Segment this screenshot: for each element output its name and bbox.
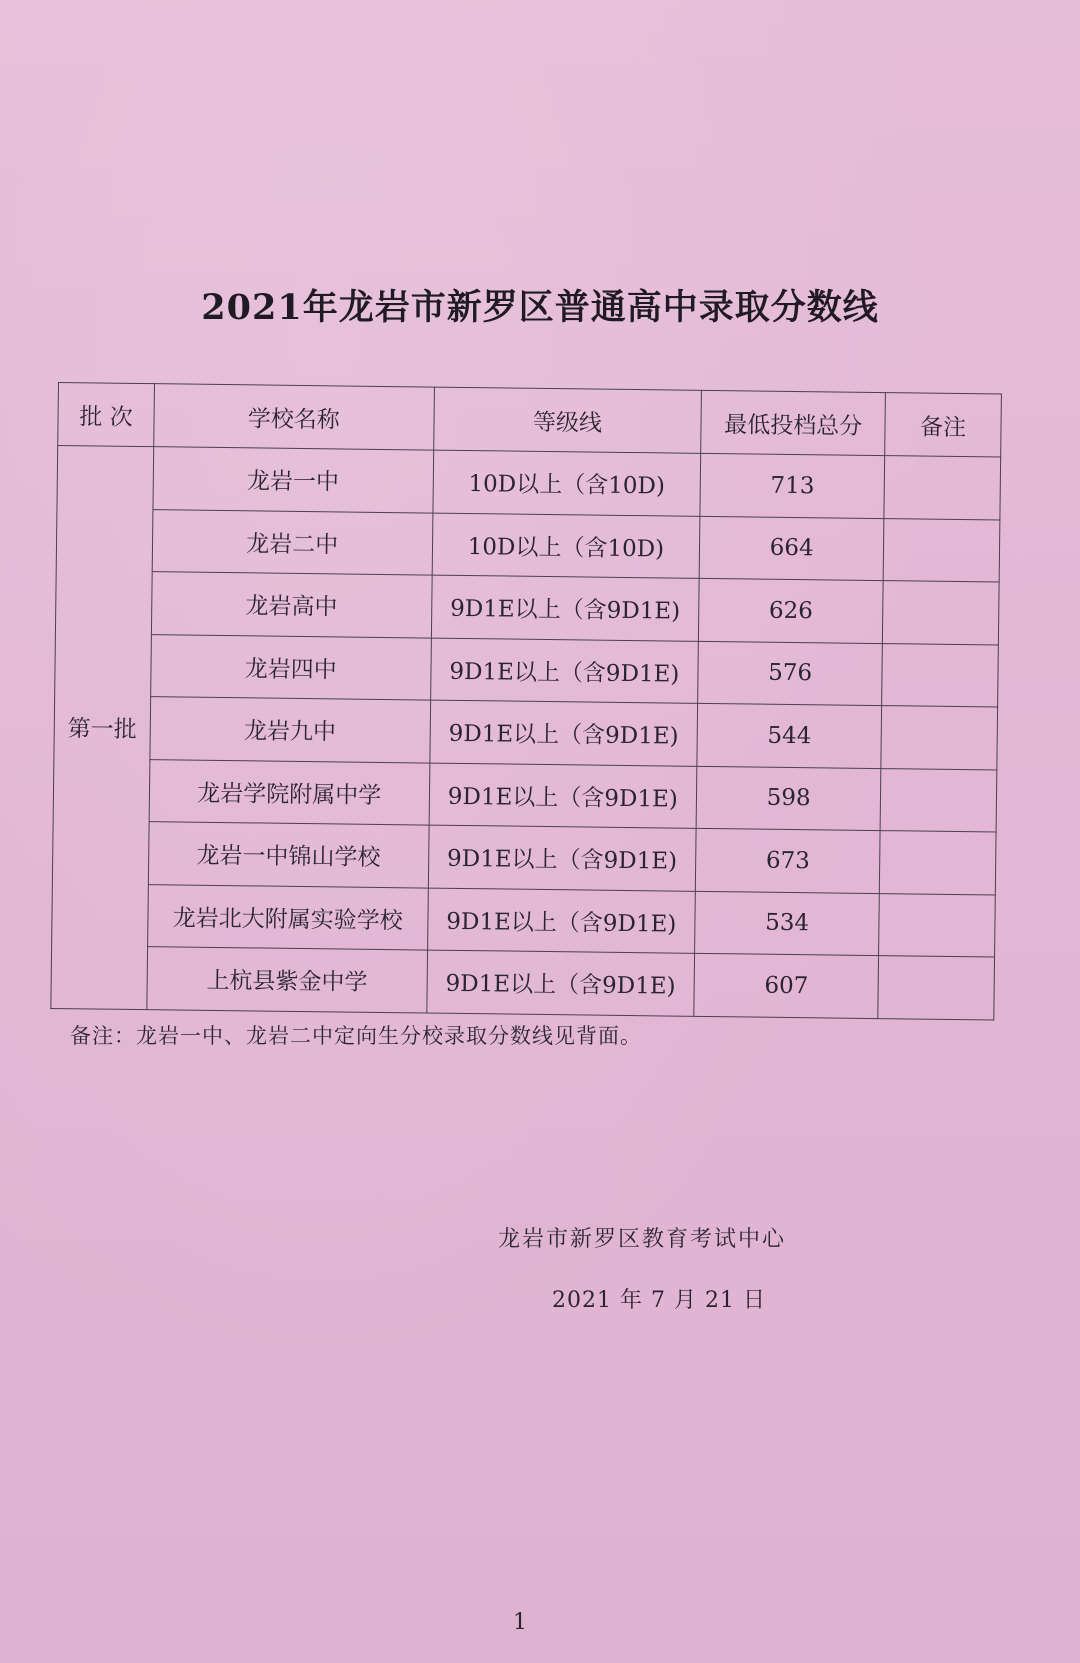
grade-cell: 9D1E以上（含9D1E) [430,638,698,704]
note-cell [878,956,995,1020]
note-cell [882,581,999,645]
school-cell: 上杭县紫金中学 [147,947,427,1013]
header-score: 最低投档总分 [701,390,886,455]
note-cell [881,706,998,770]
score-cell: 713 [700,453,885,518]
note-cell [884,456,1001,520]
table-row [55,633,999,707]
score-cell: 534 [695,891,880,956]
score-cell: 576 [698,641,883,706]
school-cell: 龙岩二中 [152,509,432,575]
grade-cell: 10D以上（含10D) [432,450,700,516]
table-row [52,883,996,957]
header-grade: 等级线 [433,387,701,453]
note-cell [879,893,996,957]
issue-date: 2021 年 7 月 21 日 [552,1288,766,1313]
score-cell: 607 [694,953,879,1018]
note-cell [882,643,999,707]
batch-cell: 第一批 [51,446,154,1010]
note-cell [879,831,996,895]
school-cell: 龙岩学院附属中学 [149,759,429,825]
grade-cell: 9D1E以上（含9D1E) [428,825,696,891]
school-cell: 龙岩北大附属实验学校 [147,884,427,950]
score-cell: 673 [696,828,881,893]
score-cell: 598 [696,766,881,831]
admission-score-table [50,382,1002,1020]
table-header-row [58,383,1002,458]
grade-cell: 9D1E以上（含9D1E) [427,888,695,954]
table-row [53,758,997,832]
table-row [55,570,999,644]
score-cell: 626 [699,578,884,643]
table-row [57,446,1001,520]
grade-cell: 9D1E以上（含9D1E) [426,950,694,1016]
grade-cell: 9D1E以上（含9D1E) [431,575,699,641]
table-row [56,508,1000,582]
grade-cell: 9D1E以上（含9D1E) [429,700,697,766]
issuer-name: 龙岩市新罗区教育考试中心 [498,1227,787,1252]
page-number: 1 [513,1610,527,1635]
table-row [54,695,998,769]
table-row [51,945,995,1019]
note-cell [880,768,997,832]
score-cell: 544 [697,703,882,768]
school-cell: 龙岩一中锦山学校 [148,822,428,888]
document-title: 2021年龙岩市新罗区普通高中录取分数线 [201,287,879,328]
grade-cell: 9D1E以上（含9D1E) [429,763,697,829]
footnote: 备注：龙岩一中、龙岩二中定向生分校录取分数线见背面。 [70,1024,642,1048]
school-cell: 龙岩四中 [151,634,431,700]
school-cell: 龙岩一中 [153,447,433,513]
note-cell [883,518,1000,582]
score-cell: 664 [699,516,884,581]
header-school: 学校名称 [154,384,434,450]
header-note: 备注 [885,393,1002,457]
school-cell: 龙岩九中 [150,697,430,763]
table-row [52,820,996,894]
header-batch: 批 次 [58,383,155,447]
school-cell: 龙岩高中 [151,572,431,638]
grade-cell: 10D以上（含10D) [432,513,700,579]
